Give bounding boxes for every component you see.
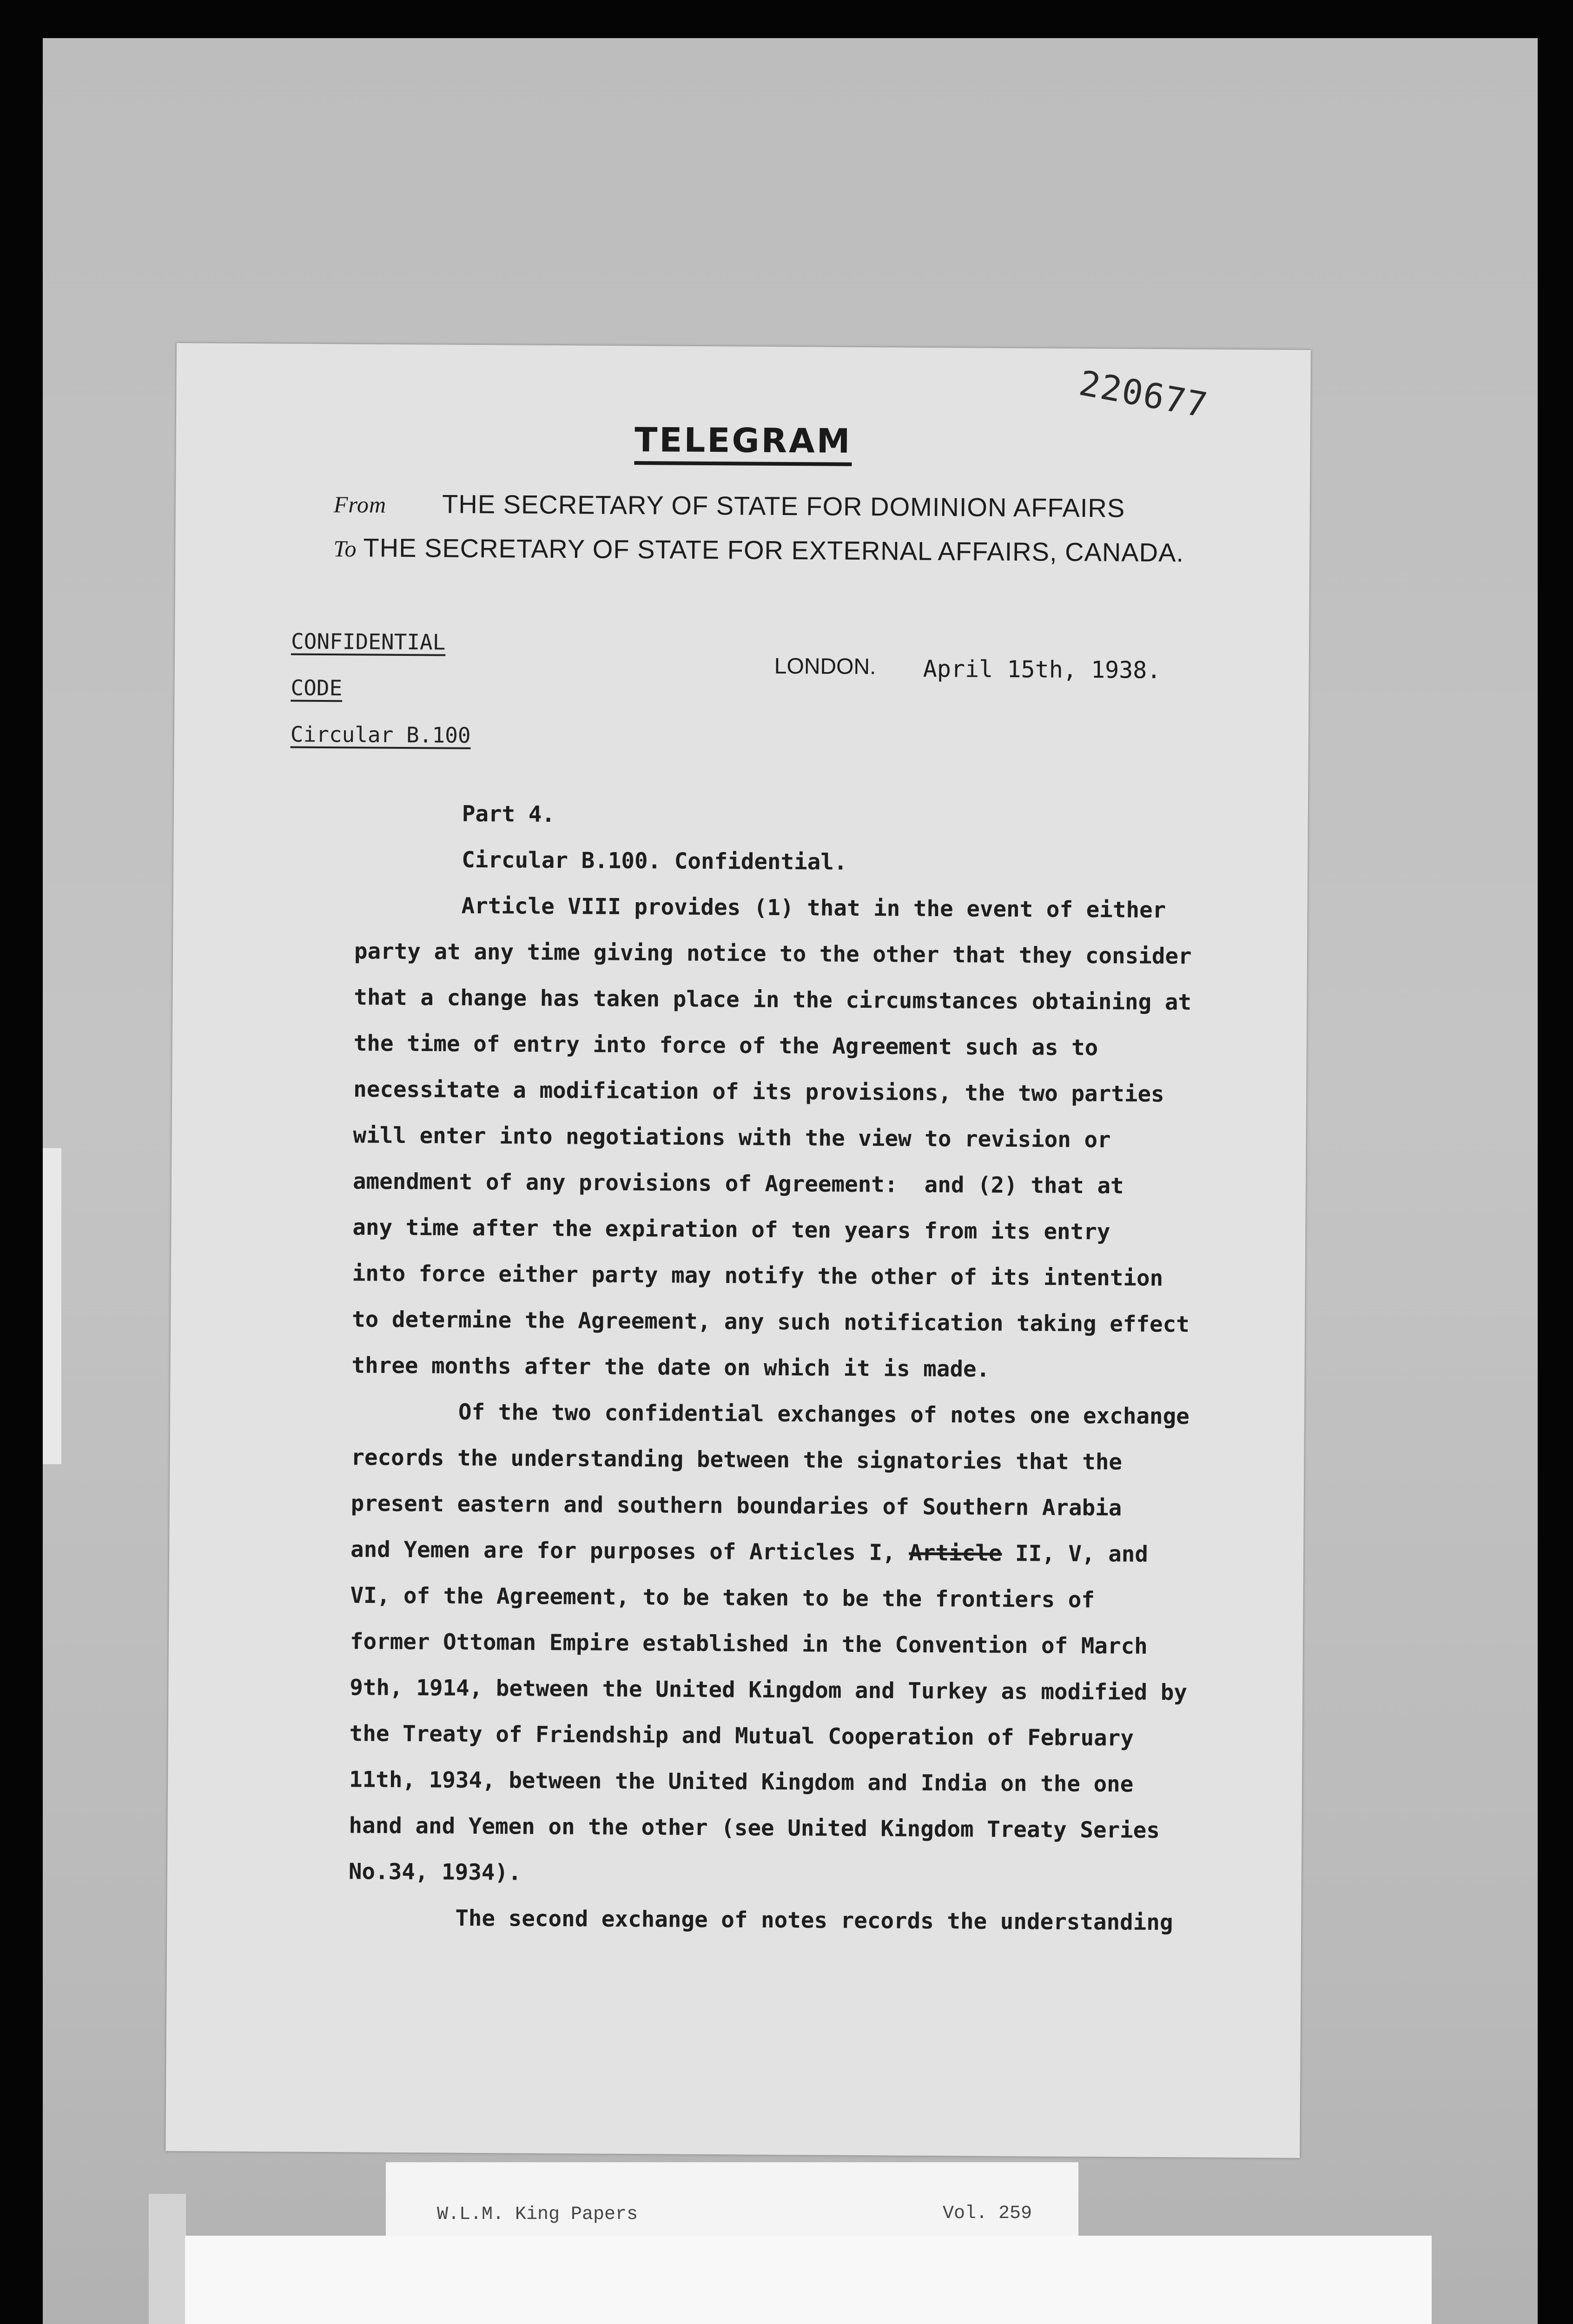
telegram-title bbox=[176, 417, 1310, 463]
paragraph-line: necessitate a modification of its provisions, the two parties bbox=[353, 1076, 1164, 1108]
paragraph-line: three months after the date on which it is made. bbox=[351, 1353, 990, 1382]
line-part: and Yemen are for purposes of Articles I, bbox=[350, 1537, 909, 1566]
telegram-page bbox=[165, 343, 1311, 2158]
from-text: THE SECRETARY OF STATE FOR DOMINION AFFAIRS bbox=[442, 489, 1125, 523]
code-marker: CODE bbox=[291, 675, 343, 701]
paragraph-line: amendment of any provisions of Agreement: and (2) that at bbox=[352, 1169, 1124, 1199]
paragraph-line: Article VIII provides (1) that in the event of either bbox=[461, 893, 1166, 924]
subject-line: Circular B.100. Confidential. bbox=[462, 847, 847, 875]
paragraph-line: that a change has taken place in the circumstances obtaining at bbox=[354, 984, 1192, 1016]
to-label: To bbox=[333, 535, 357, 562]
paragraph-line: the Treaty of Friendship and Mutual Cooperation of February bbox=[349, 1721, 1134, 1751]
from-line bbox=[334, 488, 1125, 523]
paragraph-line: the time of entry into force of the Agreement such as to bbox=[353, 1030, 1098, 1061]
classification-markers bbox=[291, 618, 472, 759]
struck-word: Article bbox=[909, 1540, 1002, 1566]
from-label: From bbox=[333, 491, 387, 518]
paragraph-line: Of the two confidential exchanges of notes one exchange bbox=[458, 1399, 1190, 1430]
date: April 15th, 1938. bbox=[923, 655, 1161, 684]
volume-number: Vol. 259 bbox=[942, 2203, 1032, 2224]
paragraph-line: party at any time giving notice to the other that they consider bbox=[354, 938, 1192, 970]
line-part: II, V, and bbox=[1002, 1540, 1149, 1567]
paragraph-line: former Ottoman Empire established in the Convention of March bbox=[350, 1629, 1148, 1659]
paragraph-line: to determine the Agreement, any such notification taking effect bbox=[352, 1307, 1190, 1338]
mount-edge-strip bbox=[149, 2194, 186, 2324]
to-text: THE SECRETARY OF STATE FOR EXTERNAL AFFAIRS, CANADA. bbox=[363, 533, 1184, 568]
paragraph-line: into force either party may notify the other of its intention bbox=[352, 1261, 1163, 1292]
place: LONDON. bbox=[774, 654, 876, 680]
paragraph-line-with-strike bbox=[350, 1526, 1243, 1578]
paragraph-line: 9th, 1914, between the United Kingdom and Turkey as modified by bbox=[350, 1675, 1188, 1706]
telegram-title-text: TELEGRAM bbox=[634, 420, 852, 466]
paragraph-line: hand and Yemen on the other (see United Kingdom Treaty Series bbox=[349, 1813, 1160, 1843]
document-number: 220677 bbox=[1076, 363, 1211, 426]
collection-name: W.L.M. King Papers bbox=[437, 2204, 638, 2225]
confidential-marker: CONFIDENTIAL bbox=[291, 628, 446, 655]
paragraph-line: will enter into negotiations with the view to revision or bbox=[353, 1122, 1111, 1153]
paragraph-line: 11th, 1934, between the United Kingdom and India on the one bbox=[349, 1767, 1134, 1797]
paragraph-line: any time after the expiration of ten years from its entry bbox=[352, 1215, 1110, 1245]
to-line bbox=[333, 532, 1184, 568]
paragraph-line: No.34, 1934). bbox=[348, 1859, 522, 1886]
paragraph-line: present eastern and southern boundaries of Southern Arabia bbox=[350, 1491, 1122, 1521]
circular-marker: Circular B.100 bbox=[290, 721, 471, 748]
paragraph-line: VI, of the Agreement, to be taken to be the frontiers of bbox=[350, 1583, 1095, 1613]
archives-stamp bbox=[185, 2236, 1432, 2324]
paragraph-line: records the understanding between the signatories that the bbox=[351, 1445, 1123, 1475]
left-edge-strip bbox=[43, 1148, 61, 1464]
telegram-body bbox=[348, 790, 1248, 1946]
part-line: Part 4. bbox=[462, 801, 555, 827]
paragraph-line: The second exchange of notes records the understanding bbox=[455, 1905, 1173, 1936]
